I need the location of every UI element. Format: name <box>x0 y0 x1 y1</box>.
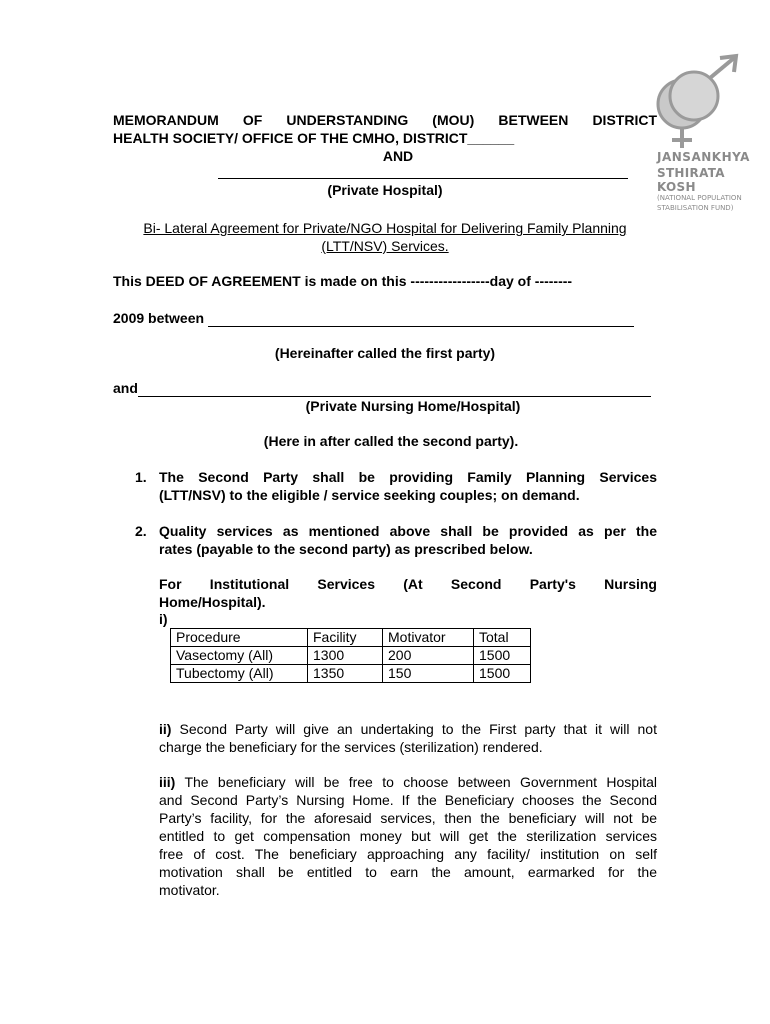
deed-year-between: 2009 between <box>113 310 208 326</box>
table-cell: 1300 <box>308 647 383 665</box>
header-total: Total <box>474 629 531 647</box>
clause-1-line1: The Second Party shall be providing Family Planning Services <box>159 469 657 485</box>
logo-sub-line1: (NATIONAL POPULATION <box>657 194 742 202</box>
first-party-name-line[interactable] <box>208 310 634 327</box>
item-iii-text: The beneficiary will be free to choose between Government Hospital <box>175 774 657 790</box>
table-row <box>171 665 531 683</box>
table-row <box>171 647 531 665</box>
first-party-label: (Hereinafter called the first party) <box>274 345 496 361</box>
table-cell: 1500 <box>474 647 531 665</box>
item-iii-line2: and Second Party’s Nursing Home. If the Beneficiary chooses the Second <box>159 792 657 808</box>
item-iii-line3: Party’s facility, for the aforesaid services, then the beneficiary will not be <box>159 810 657 826</box>
header-facility: Facility <box>308 629 383 647</box>
header-motivator: Motivator <box>383 629 474 647</box>
header-procedure: Procedure <box>171 629 308 647</box>
rates-table <box>170 628 531 683</box>
institutional-line2: Home/Hospital). <box>159 594 266 610</box>
logo-name-line1: JANSANKHYA <box>657 150 750 164</box>
institutional-line1: For Institutional Services (At Second Party's Nursing <box>159 576 657 592</box>
item-i-label: i) <box>159 611 168 627</box>
item-ii-label: ii) <box>159 721 172 737</box>
title-and: AND <box>382 148 414 164</box>
item-iii-label: iii) <box>159 774 176 790</box>
deed-line1: This DEED OF AGREEMENT is made on this -----------------day of -------- <box>113 273 573 289</box>
table-cell: 1500 <box>474 665 531 683</box>
clause-2-line1: Quality services as mentioned above shall be provided as per the <box>159 523 657 539</box>
table-cell: Vasectomy (All) <box>171 647 308 665</box>
table-cell: 200 <box>383 647 474 665</box>
item-ii-text: Second Party will give an undertaking to the First party that it will not <box>171 721 657 737</box>
clause-1-line2: (LTT/NSV) to the eligible / service seeking couples; on demand. <box>159 487 580 503</box>
clause-2-line2: rates (payable to the second party) as prescribed below. <box>159 541 533 557</box>
table-cell: 1350 <box>308 665 383 683</box>
logo-name-line2: STHIRATA KOSH <box>657 166 725 194</box>
clause-2-number: 2. <box>135 523 147 539</box>
item-iii-line7: motivator. <box>159 882 220 898</box>
subtitle-line2: (LTT/NSV) Services. <box>321 238 449 254</box>
private-hospital-label: (Private Hospital) <box>327 182 443 198</box>
table-cell: Tubectomy (All) <box>171 665 308 683</box>
hospital-name-line[interactable] <box>218 178 628 179</box>
deed-line2 <box>113 310 634 327</box>
item-iii-line4: entitled to get compensation money but will get the sterilization services <box>159 828 657 844</box>
logo-sub-line2: STABILISATION FUND) <box>657 204 734 212</box>
second-party-label: (Here in after called the second party). <box>263 433 519 449</box>
item-iii-line5: free of cost. The beneficiary approaching any facility/ institution on self <box>159 846 657 862</box>
item-iii-line1 <box>159 774 657 790</box>
clause-1-number: 1. <box>135 469 147 485</box>
subtitle-line1: Bi- Lateral Agreement for Private/NGO Hospital for Delivering Family Planning <box>143 220 627 236</box>
table-header-row <box>171 629 531 647</box>
title-line1: MEMORANDUM OF UNDERSTANDING (MOU) BETWEEN DISTRICT <box>113 112 657 128</box>
table-cell: 150 <box>383 665 474 683</box>
title-line2: HEALTH SOCIETY/ OFFICE OF THE CMHO, DISTRICT______ <box>113 130 515 146</box>
second-party-name-line[interactable] <box>138 380 651 397</box>
nursing-home-label: (Private Nursing Home/Hospital) <box>305 398 521 414</box>
item-iii-line6: motivation shall be entitled to earn the amount, earmarked for the <box>159 864 657 880</box>
item-ii-line1 <box>159 721 657 737</box>
and-label: and <box>113 380 138 396</box>
item-ii-line2: charge the beneficiary for the services (sterilization) rendered. <box>159 739 543 755</box>
and-line <box>113 380 651 397</box>
